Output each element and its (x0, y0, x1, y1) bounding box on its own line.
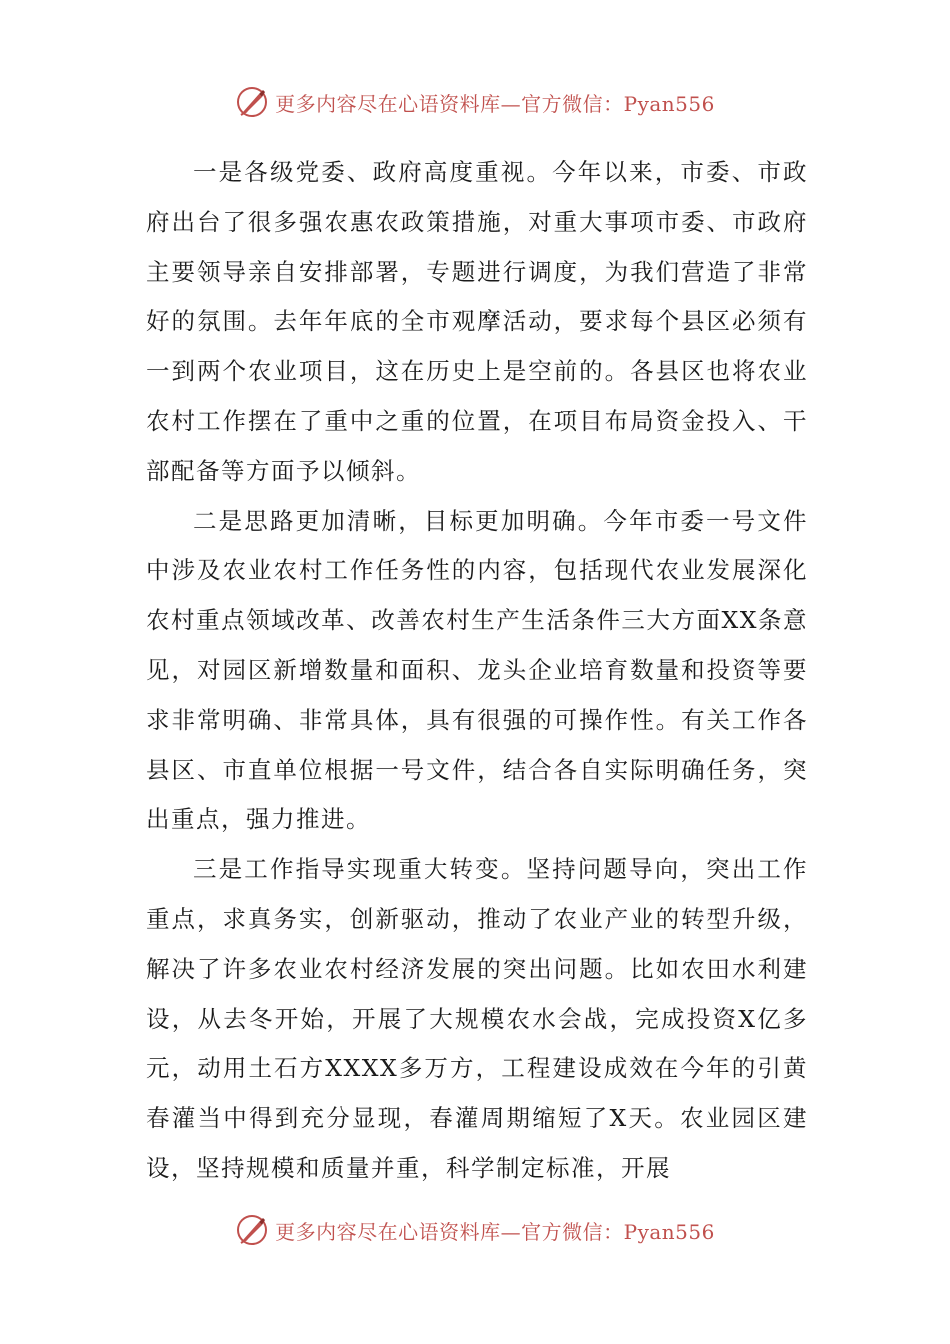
quill-pen-logo-icon (235, 85, 269, 119)
paragraph-3: 三是工作指导实现重大转变。坚持问题导向，突出工作重点，求真务实，创新驱动，推动了农业产业的转型升级，解决了许多农业农村经济发展的突出问题。比如农田水利建设，从去冬开始，开展了大规模农水会战，完成投资X亿多元，动用土石方XXXX多万方，工程建设成效在今年的引黄春灌当中得到充分显现，春灌周期缩短了X天。农业园区建设，坚持规模和质量并重，科学制定标准，开展 (146, 855, 808, 1182)
quill-pen-logo-icon (235, 1213, 269, 1247)
header-banner-text: 更多内容尽在心语资料库—官方微信：Pyan556 (275, 91, 715, 116)
document-body (146, 148, 808, 1194)
footer-banner (0, 1210, 950, 1250)
paragraph-1: 一是各级党委、政府高度重视。今年以来，市委、市政府出台了很多强农惠农政策措施，对重大事项市委、市政府主要领导亲自安排部署，专题进行调度，为我们营造了非常好的氛围。去年年底的全市观摩活动，要求每个县区必须有一到两个农业项目，这在历史上是空前的。各县区也将农业农村工作摆在了重中之重的位置，在项目布局资金投入、干部配备等方面予以倾斜。 (146, 158, 808, 485)
paragraph-2: 二是思路更加清晰，目标更加明确。今年市委一号文件中涉及农业农村工作任务性的内容，包括现代农业发展深化农村重点领域改革、改善农村生产生活条件三大方面XX条意见，对园区新增数量和面积、龙头企业培育数量和投资等要求非常明确、非常具体，具有很强的可操作性。有关工作各县区、市直单位根据一号文件，结合各自实际明确任务，突出重点，强力推进。 (146, 506, 808, 834)
header-banner (0, 82, 950, 122)
footer-banner-text: 更多内容尽在心语资料库—官方微信：Pyan556 (275, 1219, 715, 1244)
